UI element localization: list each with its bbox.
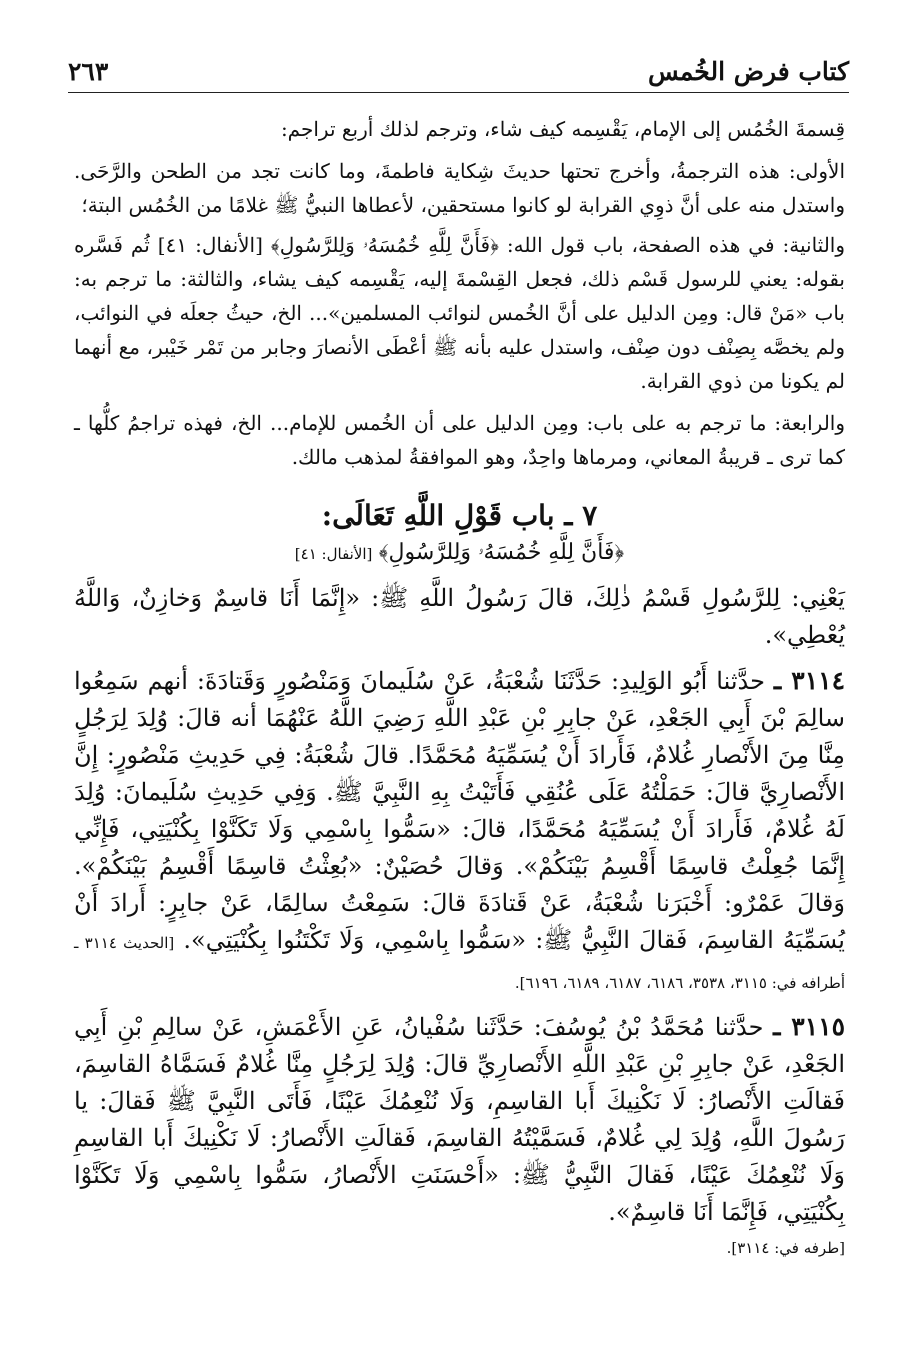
commentary-paragraph: الأولى: هذه الترجمةُ، وأخرج تحتها حديثَ شِكاية فاطمةَ، وما كانت تجد من الطحن والرَّحَى. واستدل منه على أنَّ ذوِي القرابة لو كانوا مستحقين، لأعطاها النبيُّ ﷺ غلامًا من الخُمُس البتة؛ <box>74 159 845 217</box>
chapter-verse-line <box>74 536 845 570</box>
hadith-number: ٣١١٤ ـ <box>773 666 845 695</box>
commentary-section <box>74 112 845 474</box>
hadith-references: [الحديث ٣١١٤ ـ أطرافه في: ٣١١٥، ٣٥٣٨، ٦١٨٦، ٦١٨٧، ٦١٨٩، ٦١٩٦]. <box>74 934 845 992</box>
hadith-text: حدَّثنا أَبُو الوَلِيدِ: حَدَّثَنَا شُعْبَةُ، عَنْ سُلَيمانَ وَمَنْصُورٍ وَقَتادَةَ: أنهم سَمِعُوا سالِمَ بْنَ أَبِي الجَعْدِ، عَنْ جابِرِ بْنِ عَبْدِ اللَّهِ رَضِيَ اللَّهُ عَنْهُمَا أنه قالَ: وُلِدَ لِرَجُلٍ مِنَّا مِنَ الأَنْصارِ غُلامٌ، فَأَرادَ أَنْ يُسَمِّيَهُ مُحَمَّدًا. قالَ شُعْبَةُ: فِي حَدِيثِ مَنْصُورٍ: إِنَّ الأَنْصارِيَّ قالَ: حَمَلْتُهُ عَلَى عُنُقِي فَأَتَيْتُ بِهِ النَّبِيَّ ﷺ. وَفِي حَدِيثِ سُلَيمانَ: وُلِدَ لَهُ غُلامٌ، فَأَرادَ أَنْ يُسَمِّيَهُ مُحَمَّدًا، قالَ: «سَمُّوا بِاسْمِي وَلَا تَكَنَّوْا بِكُنْيَتِي، فَإِنِّي إِنَّمَا جُعِلْتُ قاسِمًا أَقْسِمُ بَيْنَكُمْ». وَقالَ حُصَيْنٌ: «بُعِثْتُ قاسِمًا أَقْسِمُ بَيْنَكُمْ». وَقالَ عَمْرٌو: أَخْبَرَنا شُعْبَةُ، عَنْ قَتادَةَ قالَ: سَمِعْتُ سالِمًا، عَنْ جابِرٍ: أَرادَ أَنْ يُسَمِّيَهُ القاسِمَ، فَقالَ النَّبِيُّ ﷺ: «سَمُّوا بِاسْمِي، وَلَا تَكْتَنُوا بِكُنْيَتِي». <box>74 667 845 954</box>
hadith-paragraph <box>74 1008 845 1231</box>
hadith-paragraph <box>74 662 845 1002</box>
quran-verse: ﴿فَأَنَّ لِلَّهِ خُمُسَهُۥ وَلِلرَّسُولِ﴾ <box>378 540 625 565</box>
chapter-title: ٧ ـ باب قَوْلِ اللَّهِ تَعَالَى: <box>321 499 598 532</box>
hadith-text: حدَّثنا مُحَمَّدُ بْنُ يُوسُفَ: حَدَّثَنا سُفْيانُ، عَنِ الأَعْمَشِ، عَنْ سالِمِ بْنِ أَبِي الجَعْدِ، عَنْ جابِرِ بْنِ عَبْدِ اللَّهِ الأَنْصارِيِّ قالَ: وُلِدَ لِرَجُلٍ مِنَّا غُلامٌ فَسَمَّاهُ القاسِمَ، فَقالَتِ الأَنْصارُ: لَا نَكْنِيكَ أَبا القاسِمِ، وَلَا نُنْعِمُكَ عَيْنًا، فَأَتَى النَّبِيَّ ﷺ فَقالَ: يا رَسُولَ اللَّهِ، وُلِدَ لِي غُلامٌ، فَسَمَّيْتُهُ القاسِمَ، فَقالَتِ الأَنْصارُ: لَا نَكْنِيكَ أَبا القاسِمِ وَلَا نُنْعِمُكَ عَيْنًا، فَقالَ النَّبِيُّ ﷺ: «أَحْسَنَتِ الأَنْصارُ، سَمُّوا بِاسْمِي وَلَا تَكَنَّوْا بِكُنْيَتِي، فَإِنَّمَا أَنَا قاسِمٌ». <box>74 1013 845 1226</box>
page-header <box>68 52 849 93</box>
page-body <box>74 112 845 1263</box>
chapter-heading <box>74 496 845 570</box>
verse-reference: [الأنفال: ٤١] <box>294 545 373 563</box>
running-title: كتاب فرض الخُمس <box>647 57 849 86</box>
hadith-section <box>74 580 845 1263</box>
commentary-paragraph: قِسمةَ الخُمُس إلى الإمام، يَقْسِمه كيف شاء، وترجم لذلك أربع تراجم: <box>280 117 845 141</box>
hadith-number: ٣١١٥ ـ <box>773 1012 845 1041</box>
hadith-references: [طرفه في: ٣١١٤]. <box>726 1239 845 1257</box>
chapter-intro-text: يَعْنِي: لِلرَّسُولِ قَسْمُ ذٰلِكَ، قالَ رَسُولُ اللَّهِ ﷺ: «إِنَّمَا أَنَا قاسِمٌ وَخازِنٌ، وَاللَّهُ يُعْطِي». <box>74 584 845 649</box>
page-number: ٢٦٣ <box>68 57 109 86</box>
commentary-paragraph: والثانية: في هذه الصفحة، باب قول الله: ﴿فَأَنَّ لِلَّهِ خُمُسَهُۥ وَلِلرَّسُولِ﴾ [الأنفال: ٤١] ثُم فَسَّره بقوله: يعني للرسول قَسْم ذلك، فجعل القِسْمةَ إليه، يَقْسِمه كيف يشاء، والثالثة: ما ترجم به: باب «مَنْ قال: ومِن الدليل على أنَّ الخُمس لنوائب المسلمين»... الخ، حيثُ جعلَه في النوائب، ولم يخصَّه بِصِنْف دون صِنْف، واستدل عليه بأنه ﷺ أعْطَى الأنصارَ وجابر من تَمْر خَيْبر، مع أنهما لم يكونا من ذوي القرابة. <box>74 233 846 393</box>
commentary-paragraph: والرابعة: ما ترجم به على باب: ومِن الدليل على أن الخُمس للإمام... الخ، فهذه تراجمُ كلُّها ـ كما ترى ـ قريبةُ المعاني، ومرماها واحِدٌ، وهو الموافقةُ لمذهب مالك. <box>74 411 845 469</box>
